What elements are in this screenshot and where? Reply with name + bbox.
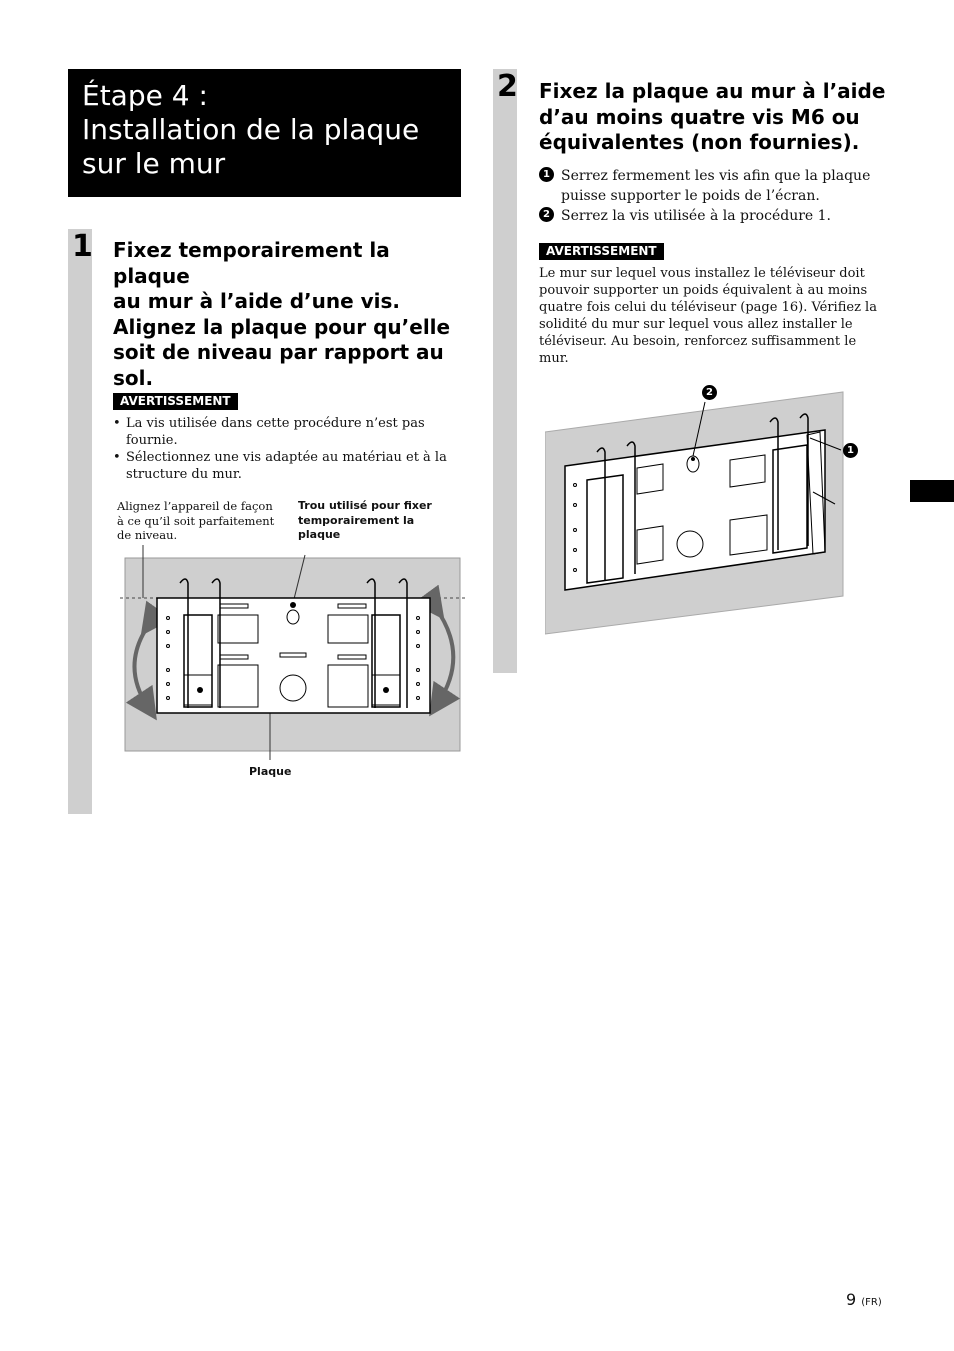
- step-2-substeps: [539, 166, 879, 226]
- step-2-heading: [539, 79, 919, 156]
- substep-text: Serrez la vis utilisée à la procédure 1.: [561, 208, 831, 224]
- list-item: • La vis utilisée dans cette procédure n’est pas fournie.: [113, 415, 448, 449]
- figure-marker-2-icon: 2: [702, 385, 717, 400]
- heading-line: d’au moins quatre vis M6 ou: [539, 104, 860, 129]
- section-title: [82, 79, 419, 181]
- title-line: Étape 4 :: [82, 79, 208, 112]
- step-1-warning: [113, 390, 238, 410]
- step-1-heading: [113, 238, 463, 391]
- step-1-bullets: [113, 415, 448, 483]
- warning-label: AVERTISSEMENT: [539, 243, 664, 260]
- figure-plate-fixed: [545, 380, 865, 640]
- step-2-bar: [493, 69, 517, 673]
- page-number-value: 9: [846, 1290, 857, 1309]
- step-2-warning-text: Le mur sur lequel vous installez le téléviseur doit pouvoir supporter un poids équivalent à au moins quatre fois celui du téléviseur (page 16). Vérifiez la solidité du mur sur lequel vous allez installer le téléviseur. Au besoin, renforcez suffisamment le mur.: [539, 266, 877, 366]
- heading-line: Fixez temporairement la plaque: [113, 238, 390, 288]
- chapter-edge-tab: [910, 480, 954, 502]
- callout-line: à ce qu’il soit parfaitement: [117, 513, 275, 528]
- section-title-box: [68, 69, 461, 197]
- page-number: [846, 1290, 882, 1309]
- callout-plate: Plaque: [249, 765, 292, 778]
- substep-1: [539, 166, 879, 206]
- step-1-number: 1: [72, 229, 93, 264]
- heading-line: sol.: [113, 365, 154, 390]
- callout-level: [117, 499, 287, 543]
- heading-line: Fixez la plaque au mur à l’aide: [539, 79, 886, 103]
- substep-2: [539, 206, 879, 226]
- callout-line: plaque: [298, 528, 341, 541]
- figure-marker-1-icon: 1: [843, 443, 858, 458]
- substep-text: Serrez fermement les vis afin que la plaque puisse supporter le poids de l’écran.: [561, 168, 871, 204]
- step-1-bar: [68, 229, 92, 814]
- marker-1-icon: 1: [539, 167, 554, 182]
- callout-hole: [298, 499, 468, 543]
- heading-line: soit de niveau par rapport au: [113, 340, 444, 364]
- marker-2-icon: 2: [539, 207, 554, 222]
- title-line: sur le mur: [82, 147, 226, 180]
- figure-plate-temporary: [120, 545, 465, 760]
- callout-line: de niveau.: [117, 528, 178, 542]
- heading-line: au mur à l’aide d’une vis.: [113, 289, 401, 313]
- callout-line: Alignez l’appareil de façon: [117, 499, 273, 513]
- heading-line: Alignez la plaque pour qu’elle: [113, 314, 451, 339]
- title-line: Installation de la plaque: [82, 113, 420, 146]
- page-suffix: (FR): [861, 1297, 882, 1308]
- callout-line: temporairement la: [298, 513, 415, 527]
- heading-line: équivalentes (non fournies).: [539, 130, 860, 154]
- step-2-number: 2: [497, 69, 518, 104]
- callout-line: Trou utilisé pour fixer: [298, 499, 432, 512]
- list-item: • Sélectionnez une vis adaptée au matériau et à la structure du mur.: [113, 449, 448, 483]
- step-2-warning: [539, 240, 664, 260]
- warning-label: AVERTISSEMENT: [113, 393, 238, 410]
